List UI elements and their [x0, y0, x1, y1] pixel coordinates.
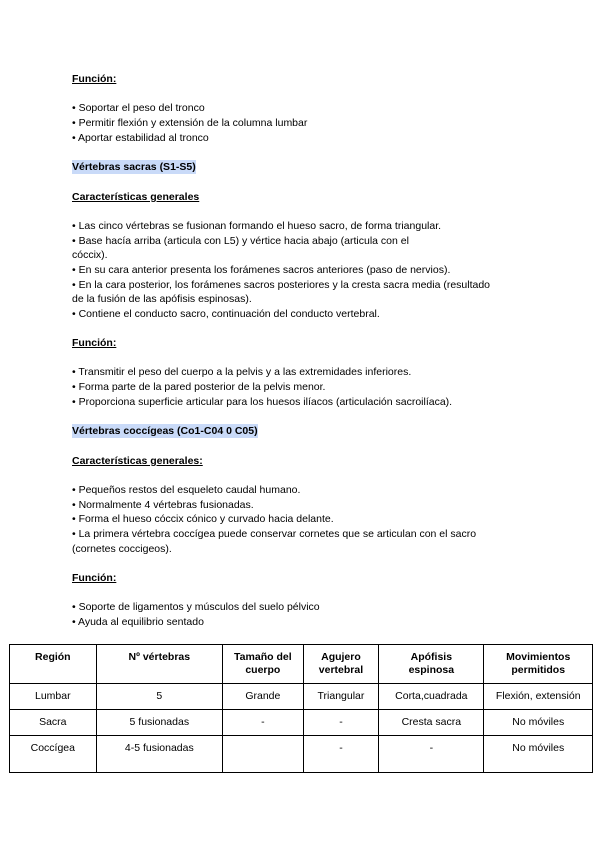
header-apofisis-espinosa: Apófisis espinosa	[379, 645, 484, 684]
coccigeas-funcion-item: • Soporte de ligamentos y músculos del suelo pélvico	[72, 601, 320, 613]
header-tamano-cuerpo: Tamaño del cuerpo	[223, 645, 304, 684]
sacras-title: Vértebras sacras (S1-S5)	[72, 161, 196, 173]
table-cell	[223, 736, 304, 773]
table-cell: Lumbar	[10, 684, 97, 710]
sacras-caracteristica-line: • En su cara anterior presenta los forámenes sacros anteriores (paso de nervios).	[72, 264, 451, 276]
sacras-caracteristica-line: • Contiene el conducto sacro, continuación del conducto vertebral.	[72, 308, 380, 320]
comparison-table	[9, 644, 593, 773]
coccigeas-caracteristica-line: • Forma el hueso cóccix cónico y curvado hacia delante.	[72, 513, 334, 525]
table-cell: No móviles	[484, 710, 593, 736]
coccigeas-caracteristica-line: • Normalmente 4 vértebras fusionadas.	[72, 499, 254, 511]
coccigeas-caracteristica-line: (cornetes coccigeos).	[72, 543, 172, 555]
header-region: Región	[10, 645, 97, 684]
lumbar-funcion-item: • Soportar el peso del tronco	[72, 102, 205, 114]
coccigeas-funcion-item: • Ayuda al equilibrio sentado	[72, 616, 204, 628]
coccigeas-caracteristica-line: • Pequeños restos del esqueleto caudal humano.	[72, 484, 301, 496]
coccigeas-section-title	[72, 424, 258, 438]
lumbar-funcion-item: • Aportar estabilidad al tronco	[72, 132, 209, 144]
table-cell: 5	[96, 684, 222, 710]
sacras-caracteristica-line: • Las cinco vértebras se fusionan formando el hueso sacro, de forma triangular.	[72, 220, 442, 232]
table-cell: No móviles	[484, 736, 593, 773]
table-cell: Grande	[223, 684, 304, 710]
table-cell: Coccígea	[10, 736, 97, 773]
table-cell: -	[223, 710, 304, 736]
header-agujero-vertebral: Agujero vertebral	[303, 645, 379, 684]
sacras-funcion-item: • Proporciona superficie articular para los huesos ilíacos (articulación sacroilíaca).	[72, 396, 453, 408]
table-header-row	[10, 645, 593, 684]
table-cell: 4-5 fusionadas	[96, 736, 222, 773]
table-cell: 5 fusionadas	[96, 710, 222, 736]
sacras-funcion-heading: Función:	[72, 337, 117, 349]
coccigeas-funcion-heading: Función:	[72, 572, 117, 584]
table-cell: Sacra	[10, 710, 97, 736]
coccigeas-title: Vértebras coccígeas (Co1-C04 0 C05)	[72, 425, 258, 437]
header-movimientos: Movimientos permitidos	[484, 645, 593, 684]
sacras-caracteristica-line: • En la cara posterior, los forámenes sacros posteriores y la cresta sacra media (resultado	[72, 279, 491, 291]
sacras-caracteristicas-heading: Características generales	[72, 191, 200, 203]
lumbar-funcion-item: • Permitir flexión y extensión de la columna lumbar	[72, 117, 308, 129]
table-cell: -	[303, 710, 379, 736]
sacras-section-title	[72, 160, 196, 174]
sacras-funcion-item: • Forma parte de la pared posterior de la pelvis menor.	[72, 381, 326, 393]
table-row	[10, 684, 593, 710]
table-cell: Cresta sacra	[379, 710, 484, 736]
table-cell: -	[379, 736, 484, 773]
table-row	[10, 736, 593, 773]
lumbar-funcion-heading: Función:	[72, 73, 117, 85]
header-n-vertebras: Nº vértebras	[96, 645, 222, 684]
coccigeas-caracteristica-line: • La primera vértebra coccígea puede conservar cornetes que se articulan con el sacro	[72, 528, 477, 540]
sacras-funcion-item: • Transmitir el peso del cuerpo a la pelvis y a las extremidades inferiores.	[72, 366, 412, 378]
table-cell: Flexión, extensión	[484, 684, 593, 710]
sacras-caracteristica-line: • Base hacía arriba (articula con L5) y vértice hacia abajo (articula con el	[72, 235, 409, 247]
coccigeas-caracteristicas-heading: Características generales:	[72, 455, 203, 467]
table-cell: Corta,cuadrada	[379, 684, 484, 710]
sacras-caracteristica-line: cóccix).	[72, 249, 108, 261]
table-cell: Triangular	[303, 684, 379, 710]
sacras-caracteristica-line: de la fusión de las apófisis espinosas).	[72, 293, 252, 305]
table-row	[10, 710, 593, 736]
table-cell: -	[303, 736, 379, 773]
